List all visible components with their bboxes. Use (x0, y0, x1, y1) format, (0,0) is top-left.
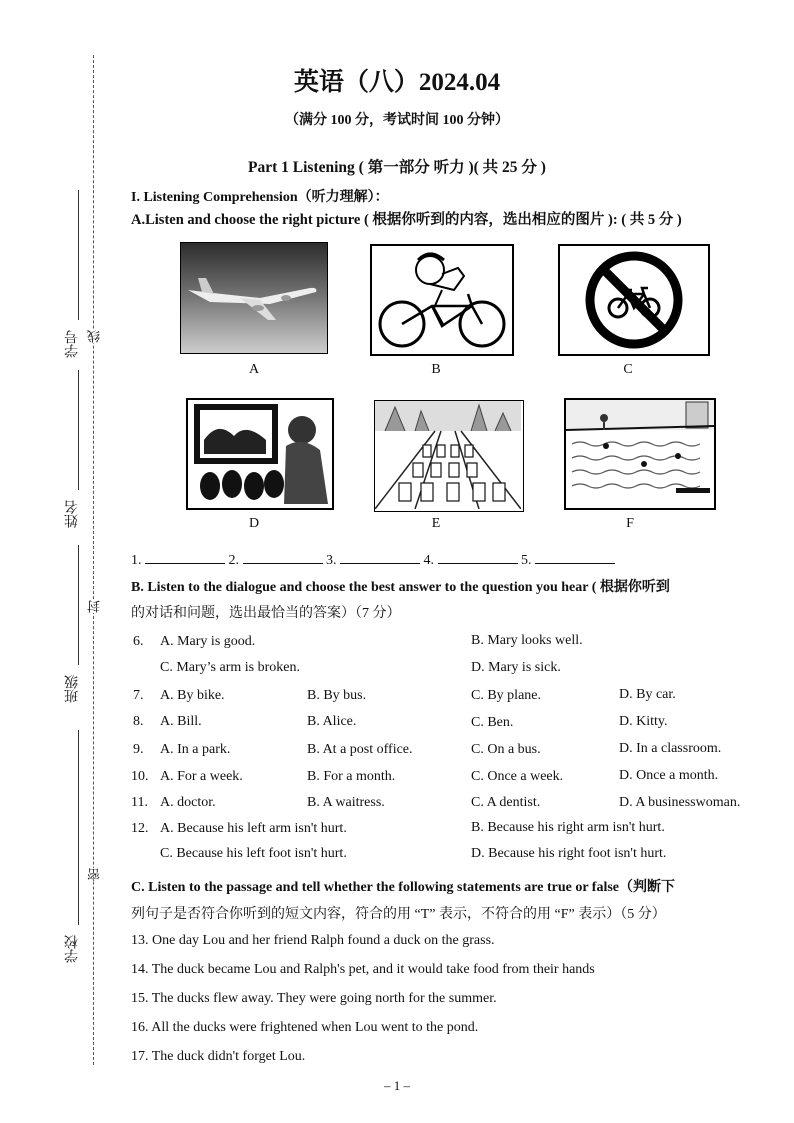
answer-label-1: 1. (131, 553, 142, 568)
option-d: D. By car. (619, 687, 676, 702)
section-c-heading-cont: 列句子是否符合你听到的短文内容，符合的用 “T” 表示，不符合的用 “F” 表示）（5 分） (131, 907, 666, 922)
option-d: D. Because his right foot isn't hurt. (471, 846, 667, 861)
option-d: D. In a classroom. (619, 741, 722, 756)
answer-label-3: 3. (326, 553, 337, 568)
traffic-jam-drawing (374, 400, 524, 512)
no-bicycles-sign (558, 244, 710, 356)
question-number: 11. (131, 795, 148, 810)
page-title: 英语（八）2024.04 (293, 69, 501, 96)
answer-blank-5[interactable] (535, 551, 615, 564)
question-number: 12. (131, 821, 149, 836)
margin-label-class: 班级 (64, 675, 80, 703)
page-number: – 1 – (384, 1078, 410, 1093)
margin-label-school: 学校 (64, 935, 80, 963)
option-a: A. Bill. (160, 714, 202, 729)
airplane-photo (180, 242, 328, 354)
option-c: C. On a bus. (471, 742, 541, 757)
option-c: C. By plane. (471, 688, 541, 703)
option-c: C. Because his left foot isn't hurt. (160, 846, 347, 861)
picture-letter-a: A (248, 362, 260, 377)
section-b-heading: B. Listen to the dialogue and choose the best answer to the question you hear ( 根据你听到 (131, 580, 670, 595)
option-b: B. At a post office. (307, 742, 413, 757)
picture-letter-e: E (431, 516, 441, 531)
boy-cycling-drawing (370, 244, 514, 356)
picture-letter-d: D (248, 516, 260, 531)
statement-item: 16. All the ducks were frightened when Lou went to the pond. (131, 1020, 479, 1035)
answer-blank-row (131, 551, 615, 569)
binding-dashed-line (93, 55, 94, 1065)
option-b: B. Mary looks well. (471, 633, 583, 648)
margin-label-student-id: 学号 (64, 330, 80, 358)
option-a: A. By bike. (160, 688, 225, 703)
option-a: A. Mary is good. (160, 634, 256, 649)
statement-item: 17. The duck didn't forget Lou. (131, 1049, 306, 1064)
option-d: D. A businesswoman. (619, 795, 741, 810)
option-a: A. doctor. (160, 795, 216, 810)
margin-field-class (78, 545, 79, 665)
answer-blank-3[interactable] (340, 551, 420, 564)
option-b: B. For a month. (307, 769, 396, 784)
part-heading: Part 1 Listening ( 第一部分 听力 )( 共 25 分 ) (248, 159, 546, 176)
picture-letter-f: F (626, 516, 634, 531)
option-d: D. Once a month. (619, 768, 719, 783)
question-number: 6. (133, 634, 144, 649)
answer-blank-2[interactable] (243, 551, 323, 564)
option-a: A. For a week. (160, 769, 243, 784)
option-a: A. In a park. (160, 742, 231, 757)
question-number: 7. (133, 688, 144, 703)
section-a-instruction: A.Listen and choose the right picture ( 根据你听到的内容，选出相应的图片 ): ( 共 5 分 ) (131, 212, 682, 228)
section-c-heading: C. Listen to the passage and tell whether the following statements are true or false（判断下 (131, 880, 676, 895)
option-c: C. Ben. (471, 715, 514, 730)
question-number: 9. (133, 742, 144, 757)
margin-field-name (78, 370, 79, 490)
margin-tag-secret: 密 (88, 868, 103, 881)
option-d: D. Kitty. (619, 714, 668, 729)
margin-label-name: 姓名 (64, 500, 80, 528)
option-d: D. Mary is sick. (471, 660, 561, 675)
cinema-drawing (186, 398, 334, 510)
margin-tag-line: 线 (88, 330, 103, 343)
answer-label-5: 5. (521, 553, 532, 568)
option-a: A. Because his left arm isn't hurt. (160, 821, 347, 836)
section-heading: I. Listening Comprehension（听力理解）： (131, 190, 389, 205)
swimming-pool-drawing (564, 398, 716, 510)
option-c: C. A dentist. (471, 795, 541, 810)
option-b: B. A waitress. (307, 795, 385, 810)
question-number: 8. (133, 714, 144, 729)
question-number: 10. (131, 769, 149, 784)
section-b-heading-cont: 的对话和问题，选出最恰当的答案）（7 分） (131, 606, 401, 621)
answer-blank-1[interactable] (145, 551, 225, 564)
option-b: B. Alice. (307, 714, 357, 729)
answer-label-4: 4. (423, 553, 434, 568)
page-subtitle: （满分 100 分，考试时间 100 分钟） (285, 113, 509, 128)
answer-blank-4[interactable] (438, 551, 518, 564)
statement-item: 14. The duck became Lou and Ralph's pet, and it would take food from their hands (131, 962, 595, 977)
option-b: B. By bus. (307, 688, 367, 703)
picture-letter-b: B (431, 362, 441, 377)
option-b: B. Because his right arm isn't hurt. (471, 820, 665, 835)
statement-item: 13. One day Lou and her friend Ralph found a duck on the grass. (131, 933, 495, 948)
option-c: C. Once a week. (471, 769, 564, 784)
answer-label-2: 2. (228, 553, 239, 568)
picture-letter-c: C (623, 362, 633, 377)
margin-field-student-id (78, 190, 79, 320)
option-c: C. Mary’s arm is broken. (160, 660, 300, 675)
statement-item: 15. The ducks flew away. They were going north for the summer. (131, 991, 497, 1006)
margin-field-school (78, 730, 79, 925)
margin-tag-seal: 封 (88, 600, 103, 613)
